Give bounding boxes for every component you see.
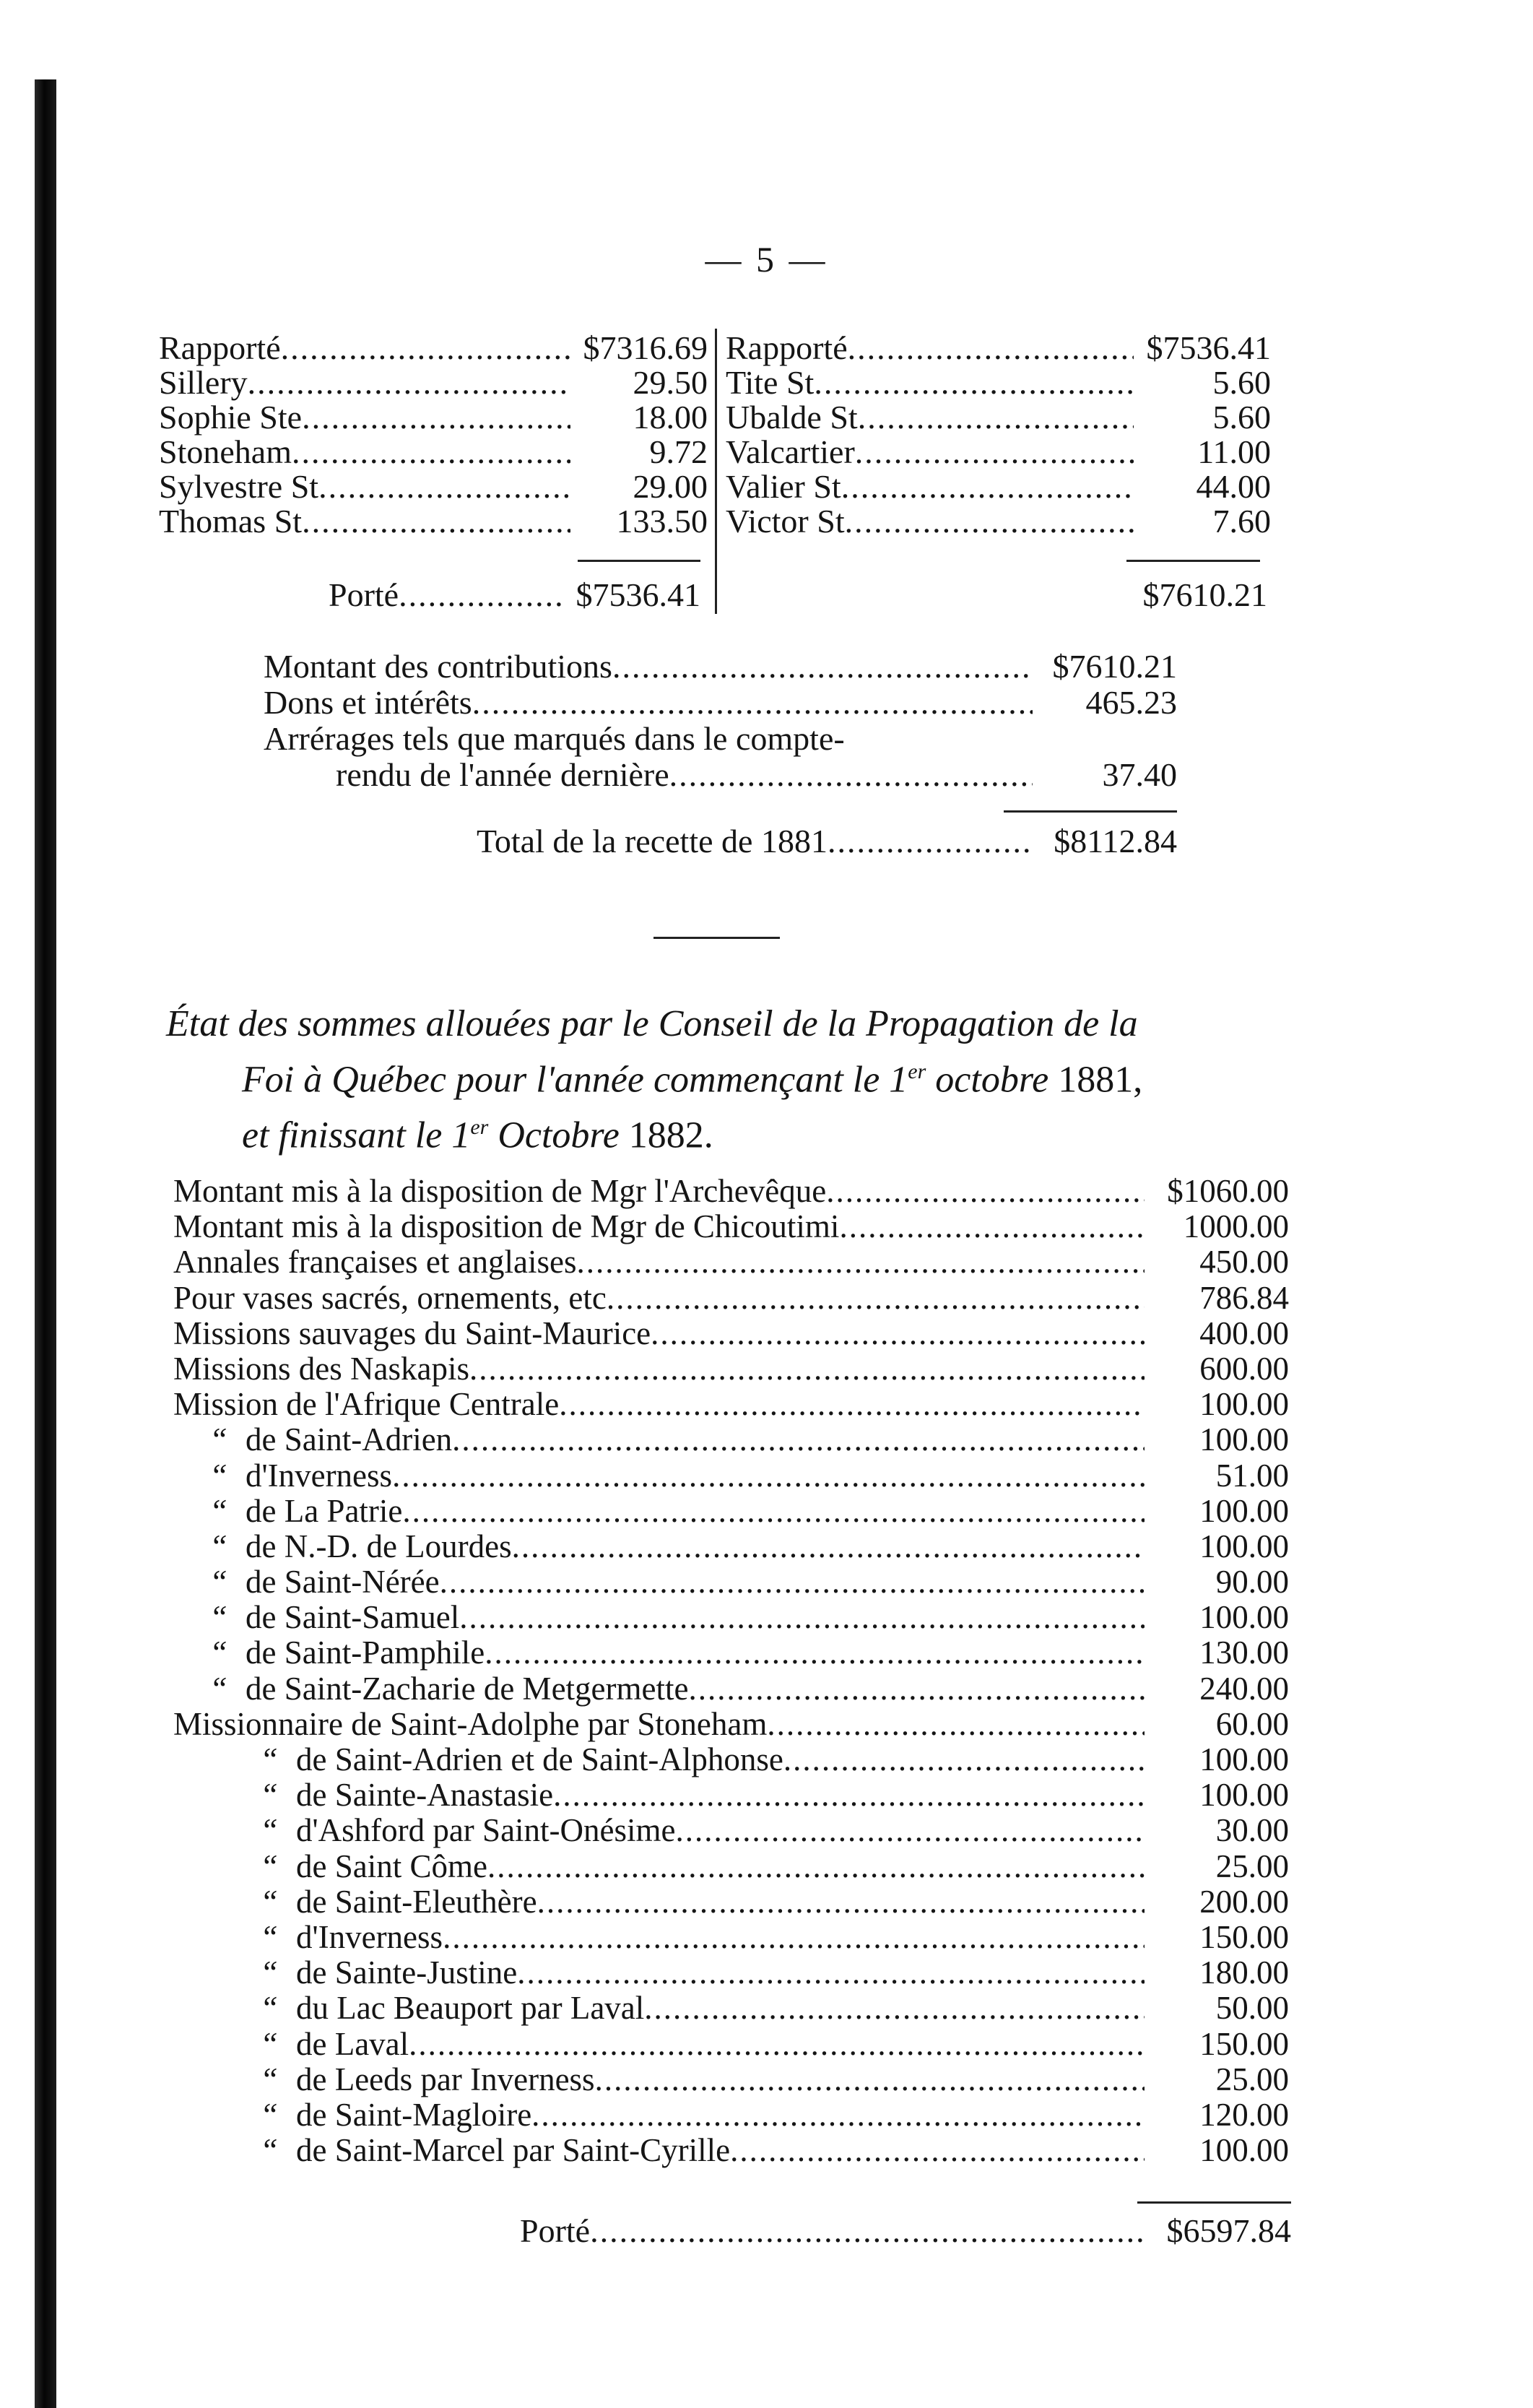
allocation-row (173, 1422, 1289, 1458)
allocation-row (173, 1244, 1289, 1280)
allocation-row (173, 1635, 1289, 1671)
allocation-label: de Sainte-Justine (296, 1954, 518, 1991)
allocation-label: de Saint-Eleuthère (296, 1883, 537, 1920)
allocation-amount: 1000.00 (1183, 1208, 1289, 1245)
summary-row-label: Victor St (726, 503, 845, 540)
allocation-amount: 150.00 (1199, 1918, 1289, 1955)
summary-row-amount: 18.00 (633, 399, 708, 436)
allocation-amount: 100.00 (1199, 2132, 1289, 2169)
ditto-mark: “ (260, 2061, 279, 2097)
allocation-label: de Saint-Adrien (246, 1421, 453, 1458)
allocation-label: de Leeds par Inverness (296, 2061, 595, 2097)
ditto-mark: “ (209, 1492, 228, 1529)
summary-row-label: Sophie Ste (159, 399, 303, 436)
summary-row-label: Stoneham (159, 433, 292, 470)
allocation-label: Montant mis à la disposition de Mgr l'Archevêque (173, 1173, 827, 1209)
summary-row-label: Sylvestre St (159, 468, 319, 505)
allocation-amount: 60.00 (1215, 1705, 1289, 1742)
allocation-amount: 30.00 (1215, 1812, 1289, 1849)
summary-row-label: Valier St (726, 468, 841, 505)
arrerages-label-2: rendu de l'année dernière (336, 756, 669, 793)
arrerages-amount: 37.40 (1102, 756, 1177, 793)
allocation-row (173, 1600, 1289, 1635)
allocation-row (173, 1564, 1289, 1600)
allocation-label: Missions des Naskapis (173, 1350, 470, 1387)
allocation-amount: 240.00 (1199, 1670, 1289, 1707)
summary-row-amount: 9.72 (649, 433, 708, 470)
summary-left-column (159, 331, 708, 539)
porte-row (520, 2212, 1291, 2250)
allocation-row (173, 2133, 1289, 2168)
allocation-label: Mission de l'Afrique Centrale (173, 1386, 560, 1423)
allocation-label: de Saint-Adrien et de Saint-Alphonse (296, 1741, 783, 1777)
allocation-amount: 786.84 (1199, 1279, 1289, 1316)
summary-row-amount: 29.50 (633, 364, 708, 401)
ditto-mark: “ (260, 2025, 279, 2062)
summary-row-amount: 133.50 (616, 503, 708, 540)
heading-line-3: et finissant le 1er Octobre 1882. (242, 1114, 713, 1156)
summary-row (159, 435, 708, 469)
summary-row-amount: 5.60 (1212, 364, 1271, 401)
allocation-row (173, 1884, 1289, 1920)
porte-amount: $6597.84 (1166, 2212, 1291, 2249)
summary-row (159, 365, 708, 400)
total-receipts-amount: $8112.84 (1054, 823, 1177, 859)
ditto-mark: “ (260, 1990, 279, 2027)
allocation-label: de Saint-Pamphile (246, 1634, 485, 1671)
allocation-label: de Saint-Magloire (296, 2096, 532, 2133)
summary-row (159, 469, 708, 504)
allocation-row (173, 1707, 1289, 1742)
total-receipts-label: Total de la recette de 1881 (477, 823, 828, 859)
ditto-mark: “ (209, 1599, 228, 1636)
allocation-label: de Saint Côme (296, 1848, 487, 1884)
allocation-row (173, 1671, 1289, 1707)
ditto-mark: “ (260, 2096, 279, 2133)
allocation-row (173, 1742, 1289, 1777)
allocation-label: Montant mis à la disposition de Mgr de Chicoutimi (173, 1208, 840, 1245)
allocation-row (173, 2097, 1289, 2133)
allocation-label: de Saint-Samuel (246, 1599, 460, 1636)
summary-row-amount: 7.60 (1212, 503, 1271, 540)
ditto-mark: “ (260, 1848, 279, 1884)
allocation-label: d'Inverness (246, 1457, 393, 1494)
allocation-label: Annales françaises et anglaises (173, 1244, 577, 1281)
dons-row (264, 685, 1177, 721)
arrerages-row-1 (264, 721, 1177, 757)
ditto-mark: “ (209, 1528, 228, 1564)
allocation-amount: 100.00 (1199, 1777, 1289, 1814)
allocation-amount: 100.00 (1199, 1741, 1289, 1777)
allocation-amount: 50.00 (1215, 1990, 1289, 2027)
column-divider (715, 329, 717, 614)
dons-amount: 465.23 (1085, 684, 1177, 721)
summary-row-label: Rapporté (726, 329, 848, 366)
ditto-mark: “ (209, 1634, 228, 1671)
total-receipts-row (477, 823, 1177, 859)
allocation-row (173, 1209, 1289, 1244)
ditto-mark: “ (209, 1670, 228, 1707)
right-sum-rule (1126, 560, 1260, 562)
allocation-row (173, 1387, 1289, 1422)
allocation-row (173, 1813, 1289, 1848)
arrerages-row-2 (264, 757, 1177, 793)
allocation-amount: 150.00 (1199, 2025, 1289, 2062)
right-total-row (1123, 578, 1267, 612)
left-total-row (329, 578, 700, 612)
allocation-row (173, 1991, 1289, 2026)
allocation-amount: $1060.00 (1167, 1173, 1289, 1209)
receipts-block (264, 649, 1177, 793)
summary-row (159, 504, 708, 539)
allocation-amount: 130.00 (1199, 1634, 1289, 1671)
allocation-amount: 200.00 (1199, 1883, 1289, 1920)
allocation-amount: 25.00 (1215, 2061, 1289, 2097)
allocation-amount: 51.00 (1215, 1457, 1289, 1494)
allocation-row (173, 1494, 1289, 1529)
ditto-mark: “ (209, 1421, 228, 1458)
allocation-row (173, 1920, 1289, 1955)
allocation-label: Missions sauvages du Saint-Maurice (173, 1315, 651, 1351)
allocation-label: d'Inverness (296, 1918, 443, 1955)
heading-line-2: Foi à Québec pour l'année commençant le 1er octobre 1881, (242, 1059, 1143, 1101)
summary-row-amount: $7536.41 (1146, 329, 1271, 366)
summary-row (159, 400, 708, 435)
allocation-amount: 600.00 (1199, 1350, 1289, 1387)
allocation-amount: 450.00 (1199, 1244, 1289, 1281)
allocation-row (173, 1849, 1289, 1884)
allocation-amount: 100.00 (1199, 1386, 1289, 1423)
summary-row-label: Ubalde St (726, 399, 858, 436)
allocation-label: du Lac Beauport par Laval (296, 1990, 645, 2027)
porte-sum-rule (1137, 2201, 1291, 2204)
allocation-label: d'Ashford par Saint-Onésime (296, 1812, 676, 1849)
allocation-label: Missionnaire de Saint-Adolphe par Stoneham (173, 1705, 768, 1742)
allocation-row (173, 1529, 1289, 1564)
left-sum-rule (578, 560, 700, 562)
allocation-row (173, 1351, 1289, 1387)
allocation-label: de Saint-Nérée (246, 1564, 440, 1601)
allocation-amount: 25.00 (1215, 1848, 1289, 1884)
left-total-amount: $7536.41 (576, 576, 700, 613)
allocation-amount: 100.00 (1199, 1421, 1289, 1458)
ditto-mark: “ (260, 2132, 279, 2169)
allocation-row (173, 1174, 1289, 1209)
allocation-row (173, 2062, 1289, 2097)
ditto-mark: “ (260, 1741, 279, 1777)
allocation-amount: 90.00 (1215, 1564, 1289, 1601)
allocation-row (173, 1955, 1289, 1991)
ditto-mark: “ (260, 1812, 279, 1849)
porte-label: Porté (520, 2212, 591, 2249)
allocation-label: Pour vases sacrés, ornements, etc (173, 1279, 607, 1316)
allocation-row (173, 2027, 1289, 2062)
summary-row (726, 435, 1271, 469)
summary-row-amount: 29.00 (633, 468, 708, 505)
allocation-amount: 100.00 (1199, 1599, 1289, 1636)
summary-row-label: Thomas St (159, 503, 303, 540)
allocation-amount: 100.00 (1199, 1492, 1289, 1529)
ditto-mark: “ (209, 1457, 228, 1494)
arrerages-label-1: Arrérages tels que marqués dans le compte- (264, 720, 845, 757)
summary-row-label: Valcartier (726, 433, 855, 470)
summary-row-label: Rapporté (159, 329, 281, 366)
contributions-label: Montant des contributions (264, 648, 612, 685)
allocation-heading (166, 1000, 1293, 1160)
summary-row-amount: 11.00 (1197, 433, 1271, 470)
ditto-mark: “ (260, 1883, 279, 1920)
allocation-label: de La Patrie (246, 1492, 403, 1529)
book-spine-shadow (35, 79, 56, 2408)
summary-row (159, 331, 708, 365)
allocation-label: de Saint-Marcel par Saint-Cyrille (296, 2132, 731, 2169)
summary-row (726, 400, 1271, 435)
summary-row (726, 331, 1271, 365)
allocation-amount: 120.00 (1199, 2096, 1289, 2133)
allocation-row (173, 1458, 1289, 1494)
ditto-mark: “ (260, 1918, 279, 1955)
allocation-label: de N.-D. de Lourdes (246, 1528, 512, 1564)
ditto-mark: “ (209, 1564, 228, 1601)
left-total-label: Porté (329, 576, 399, 613)
allocation-row (173, 1316, 1289, 1351)
allocation-row (173, 1777, 1289, 1813)
allocation-amount: 100.00 (1199, 1528, 1289, 1564)
allocation-label: de Sainte-Anastasie (296, 1777, 554, 1814)
summary-row-label: Sillery (159, 364, 248, 401)
summary-right-column (726, 331, 1271, 539)
heading-line-1: État des sommes allouées par le Conseil de la Propagation de la (166, 1003, 1138, 1044)
allocation-list (173, 1174, 1289, 2168)
summary-row-label: Tite St (726, 364, 815, 401)
allocation-label: de Laval (296, 2025, 409, 2062)
summary-row (726, 365, 1271, 400)
summary-row-amount: $7316.69 (583, 329, 708, 366)
section-divider (653, 937, 780, 939)
summary-row (726, 469, 1271, 504)
allocation-amount: 180.00 (1199, 1954, 1289, 1991)
summary-row (726, 504, 1271, 539)
contributions-row (264, 649, 1177, 685)
right-total-amount: $7610.21 (1142, 576, 1267, 613)
summary-row-amount: 44.00 (1196, 468, 1271, 505)
allocation-row (173, 1281, 1289, 1316)
page-number: — 5 — (705, 239, 828, 280)
allocation-amount: 400.00 (1199, 1315, 1289, 1351)
allocation-label: de Saint-Zacharie de Metgermette (246, 1670, 689, 1707)
dons-label: Dons et intérêts (264, 684, 472, 721)
summary-row-amount: 5.60 (1212, 399, 1271, 436)
contributions-amount: $7610.21 (1052, 648, 1177, 685)
ditto-mark: “ (260, 1954, 279, 1991)
ditto-mark: “ (260, 1777, 279, 1814)
receipts-sum-rule (1004, 810, 1177, 813)
